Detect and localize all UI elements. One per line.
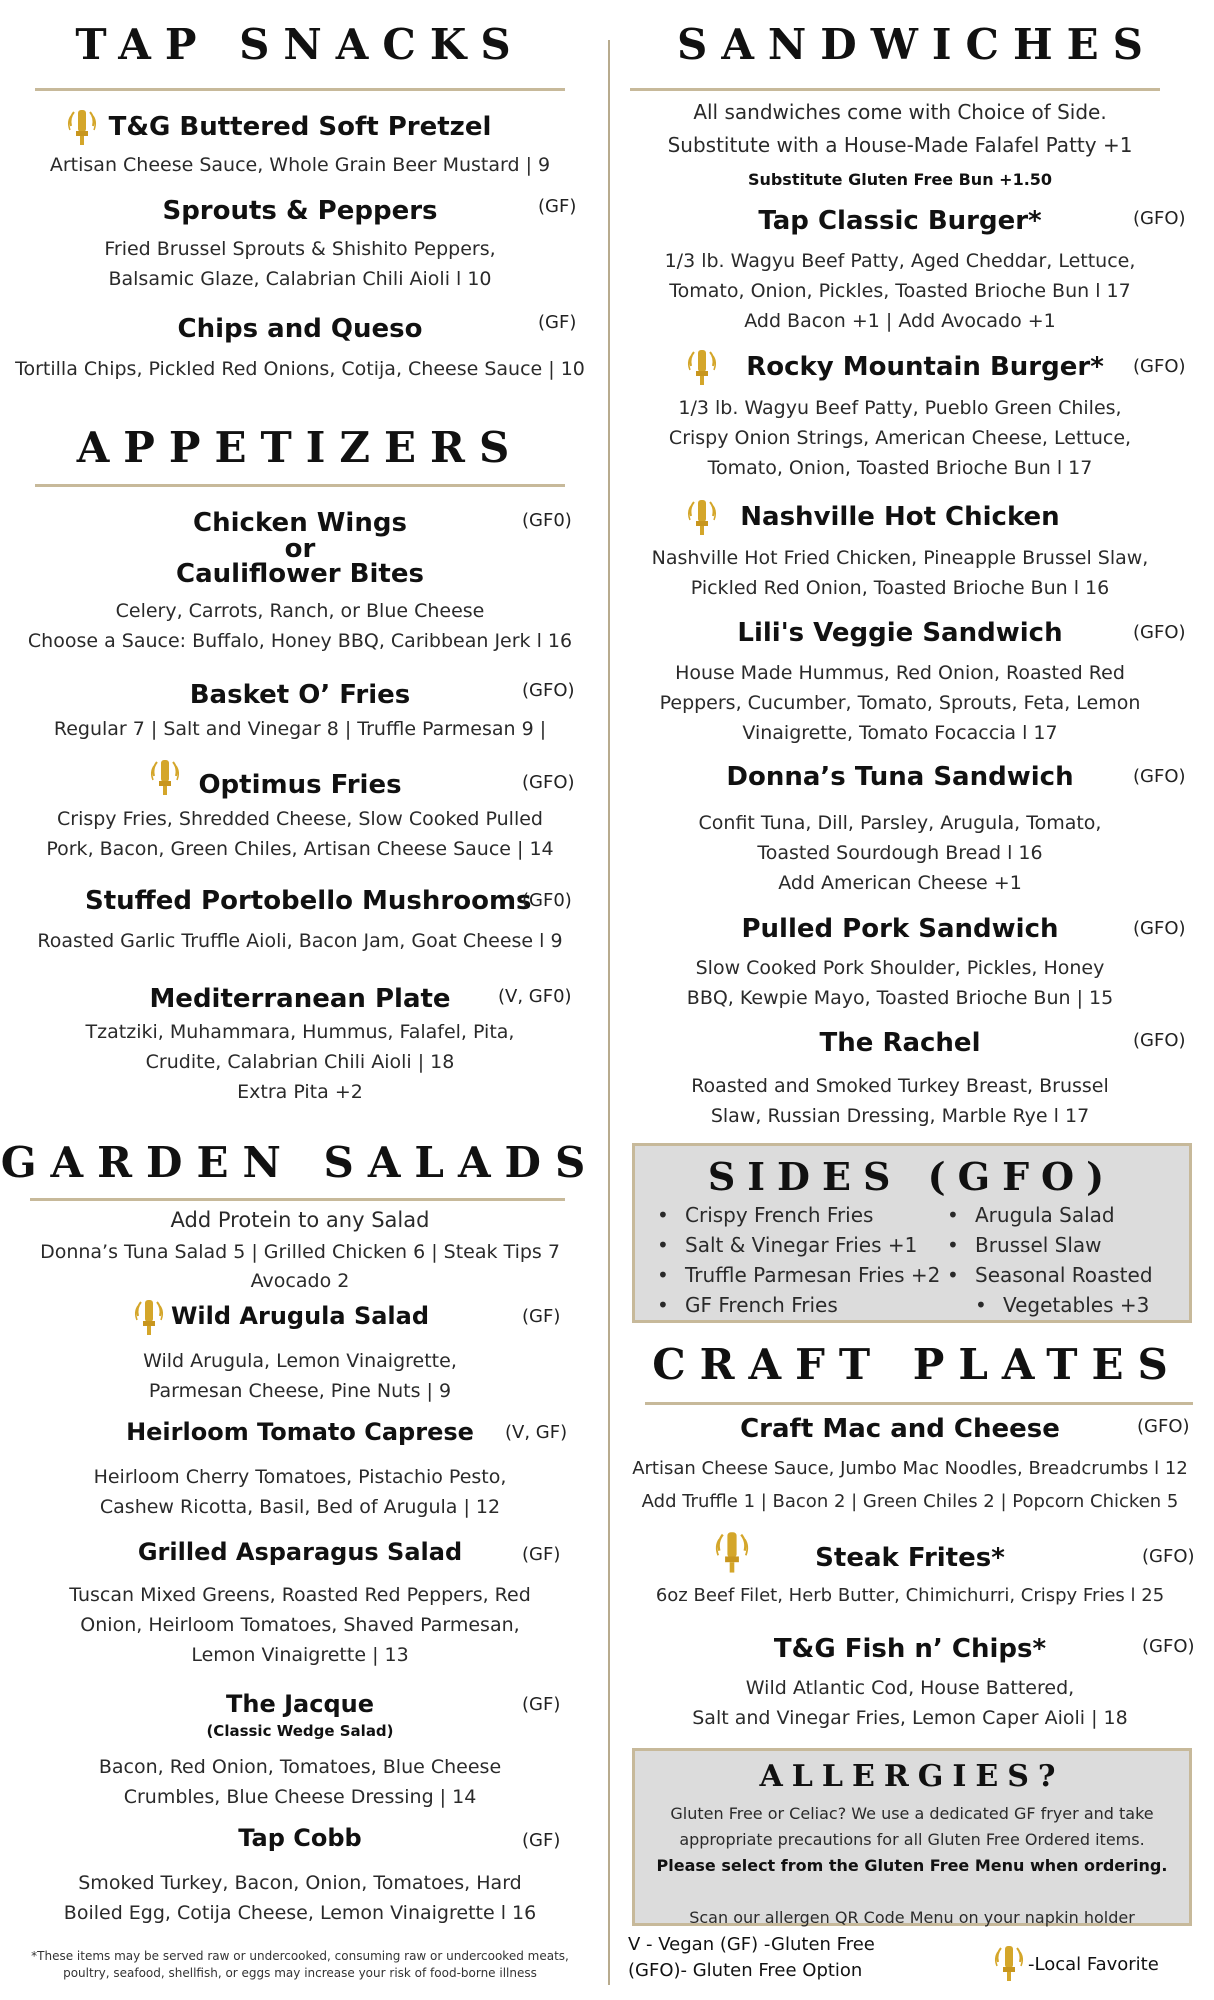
side-item: • Crispy French Fries: [657, 1200, 940, 1230]
item-title: Sprouts & Peppers: [162, 196, 438, 226]
diet-tag: (V, GF): [505, 1422, 568, 1443]
allergies-box: [632, 1748, 1192, 1926]
item-title: T&G Buttered Soft Pretzel: [108, 112, 492, 142]
allergy-notes: [635, 1801, 1189, 1931]
item-desc: Toasted Sourdough Bread l 16: [757, 842, 1043, 864]
item-desc: Fried Brussel Sprouts & Shishito Peppers,: [104, 238, 496, 260]
section-rule: [35, 484, 565, 487]
sides-list-left: [657, 1200, 940, 1320]
item-title: Heirloom Tomato Caprese: [126, 1418, 474, 1446]
section-rule: [35, 88, 565, 91]
column-divider: [608, 40, 610, 1985]
side-item: • Brussel Slaw: [947, 1230, 1153, 1260]
item-title: Optimus Fries: [198, 770, 402, 800]
item-desc: Bacon, Red Onion, Tomatoes, Blue Cheese: [98, 1756, 502, 1778]
item-desc: Tuscan Mixed Greens, Roasted Red Peppers, Red: [69, 1584, 531, 1606]
section-rule: [630, 88, 1160, 91]
section-rule: [645, 1402, 1193, 1405]
item-desc: Lemon Vinaigrette | 13: [191, 1644, 409, 1666]
item-desc: 1/3 lb. Wagyu Beef Patty, Aged Cheddar, Lettuce,: [664, 250, 1136, 272]
section-rule: [30, 1198, 565, 1201]
item-desc: Tzatziki, Muhammara, Hummus, Falafel, Pita,: [85, 1021, 515, 1043]
item-title: Basket O’ Fries: [189, 680, 411, 710]
side-item: • Arugula Salad: [947, 1200, 1153, 1230]
item-title: T&G Fish n’ Chips*: [773, 1634, 1047, 1664]
diet-tag: (GFO): [1142, 1546, 1195, 1567]
diet-tag: (GF): [522, 1544, 561, 1565]
disclaimer-line: *These items may be served raw or undercooked, consuming raw or undercooked meats,: [31, 1949, 569, 1963]
legend-line: V - Vegan (GF) -Gluten Free: [628, 1934, 875, 1955]
sandwich-intro: All sandwiches come with Choice of Side.: [693, 100, 1107, 124]
diet-tag: (GFO): [1133, 918, 1186, 939]
item-title: Chicken Wings: [193, 508, 407, 538]
section-title-sandwiches: SANDWICHES: [677, 20, 1157, 69]
item-desc: Parmesan Cheese, Pine Nuts | 9: [148, 1380, 452, 1402]
item-desc: Extra Pita +2: [237, 1081, 363, 1103]
side-item: • GF French Fries: [657, 1290, 940, 1320]
raw-food-disclaimer: [0, 1948, 600, 1982]
item-desc: Crudite, Calabrian Chili Aioli | 18: [145, 1051, 455, 1073]
item-desc: Confit Tuna, Dill, Parsley, Arugula, Tomato,: [698, 812, 1102, 834]
item-desc: Artisan Cheese Sauce, Jumbo Mac Noodles, Breadcrumbs l 12: [632, 1458, 1188, 1479]
diet-tag: (GFO): [1133, 622, 1186, 643]
diet-tag: (GFO): [1133, 356, 1186, 377]
item-desc: Cashew Ricotta, Basil, Bed of Arugula | 12: [99, 1496, 501, 1518]
diet-tag: (GFO): [1133, 208, 1186, 229]
item-desc: 6oz Beef Filet, Herb Butter, Chimichurri, Crispy Fries l 25: [655, 1585, 1165, 1606]
item-desc: Add American Cheese +1: [778, 872, 1022, 894]
item-title: Chips and Queso: [177, 314, 423, 344]
section-title-allergies: ALLERGIES?: [759, 1759, 1065, 1794]
item-desc: Heirloom Cherry Tomatoes, Pistachio Pesto,: [93, 1466, 507, 1488]
item-title: Craft Mac and Cheese: [740, 1414, 1060, 1444]
item-title: Mediterranean Plate: [149, 984, 451, 1014]
item-desc: Peppers, Cucumber, Tomato, Sprouts, Feta, Lemon: [659, 692, 1141, 714]
item-title: Stuffed Portobello Mushrooms: [85, 886, 532, 916]
salad-protein-options: Donna’s Tuna Salad 5 | Grilled Chicken 6 | Steak Tips 7: [40, 1241, 560, 1263]
diet-tag: (GFO): [1133, 1030, 1186, 1051]
item-title: Donna’s Tuna Sandwich: [726, 762, 1074, 792]
item-desc: Slaw, Russian Dressing, Marble Rye l 17: [710, 1105, 1090, 1127]
item-title: Tap Cobb: [238, 1824, 362, 1852]
sandwich-intro: Substitute with a House-Made Falafel Patty +1: [667, 133, 1133, 157]
section-title-sides: SIDES (GFO): [707, 1154, 1117, 1199]
diet-tag: (GFO): [522, 680, 575, 701]
salad-protein-intro: Add Protein to any Salad: [170, 1208, 430, 1232]
item-desc: Nashville Hot Fried Chicken, Pineapple Brussel Slaw,: [651, 547, 1149, 569]
item-title: Steak Frites*: [815, 1543, 1005, 1573]
item-desc: Choose a Sauce: Buffalo, Honey BBQ, Caribbean Jerk l 16: [27, 630, 573, 652]
item-desc: Add Bacon +1 | Add Avocado +1: [744, 310, 1056, 332]
diet-tag: (GF0): [522, 510, 572, 531]
item-desc: Wild Atlantic Cod, House Battered,: [745, 1677, 1075, 1699]
item-title: Nashville Hot Chicken: [740, 502, 1060, 532]
item-desc: Crispy Onion Strings, American Cheese, Lettuce,: [668, 427, 1132, 449]
item-desc: Roasted Garlic Truffle Aioli, Bacon Jam, Goat Cheese l 9: [37, 930, 563, 952]
item-desc: Add Truffle 1 | Bacon 2 | Green Chiles 2 | Popcorn Chicken 5: [641, 1491, 1179, 1512]
item-desc: Tomato, Onion, Toasted Brioche Bun l 17: [707, 457, 1093, 479]
section-title-tap-snacks: TAP SNACKS: [75, 20, 525, 69]
item-desc: Celery, Carrots, Ranch, or Blue Cheese: [115, 600, 485, 622]
item-desc: Balsamic Glaze, Calabrian Chili Aioli l 10: [108, 268, 492, 290]
diet-tag: (GF): [522, 1694, 561, 1715]
item-subtitle: (Classic Wedge Salad): [206, 1722, 394, 1740]
gf-bun-note: Substitute Gluten Free Bun +1.50: [747, 170, 1053, 189]
item-desc: Pork, Bacon, Green Chiles, Artisan Cheese Sauce | 14: [46, 838, 554, 860]
item-title: Lili's Veggie Sandwich: [737, 618, 1063, 648]
diet-legend: [628, 1932, 875, 1984]
diet-tag: (GF): [522, 1306, 561, 1327]
item-desc: Salt and Vinegar Fries, Lemon Caper Aioli | 18: [692, 1707, 1128, 1729]
item-title: Cauliflower Bites: [176, 559, 424, 589]
side-item-continuation: Vegetables +3: [1003, 1293, 1150, 1317]
diet-tag: (GFO): [1142, 1636, 1195, 1657]
diet-tag: (GFO): [522, 772, 575, 793]
item-title: Pulled Pork Sandwich: [741, 914, 1059, 944]
diet-tag: (V, GF0): [498, 986, 572, 1007]
item-title: Wild Arugula Salad: [170, 1302, 430, 1330]
item-desc: Onion, Heirloom Tomatoes, Shaved Parmesan,: [80, 1614, 520, 1636]
side-item: • Truffle Parmesan Fries +2: [657, 1260, 940, 1290]
sides-list-right: [947, 1200, 1153, 1320]
item-desc: House Made Hummus, Red Onion, Roasted Red: [675, 662, 1125, 684]
item-title: or: [284, 534, 316, 564]
diet-tag: (GFO): [1137, 1416, 1190, 1437]
diet-tag: (GF): [522, 1830, 561, 1851]
local-favorite-legend: -Local Favorite: [1028, 1954, 1159, 1975]
item-desc: Crumbles, Blue Cheese Dressing | 14: [123, 1786, 477, 1808]
legend-line: (GFO)- Gluten Free Option: [628, 1960, 863, 1981]
diet-tag: (GF): [538, 312, 577, 333]
sides-box: [632, 1143, 1192, 1323]
diet-tag: (GF0): [522, 890, 572, 911]
disclaimer-line: poultry, seafood, shellfish, or eggs may increase your risk of food-borne illness: [63, 1966, 537, 1980]
diet-tag: (GF): [538, 196, 577, 217]
item-desc: Tomato, Onion, Pickles, Toasted Brioche Bun l 17: [669, 280, 1131, 302]
local-favorite-icon: [992, 1944, 1026, 1984]
section-title-craft-plates: CRAFT PLATES: [652, 1340, 1182, 1389]
section-title-garden-salads: GARDEN SALADS: [0, 1138, 600, 1187]
allergy-gf-menu-note: Please select from the Gluten Free Menu when ordering.: [656, 1856, 1168, 1875]
side-item: • Salt & Vinegar Fries +1: [657, 1230, 940, 1260]
item-title: The Jacque: [226, 1690, 374, 1718]
item-desc: BBQ, Kewpie Mayo, Toasted Brioche Bun | 15: [686, 987, 1114, 1009]
item-title: The Rachel: [819, 1028, 981, 1058]
item-desc: Crispy Fries, Shredded Cheese, Slow Cooked Pulled: [56, 808, 543, 830]
section-title-appetizers: APPETIZERS: [76, 423, 524, 472]
allergy-qr-note: Scan our allergen QR Code Menu on your napkin holder: [689, 1908, 1135, 1927]
item-desc: Regular 7 | Salt and Vinegar 8 | Truffle Parmesan 9 |: [53, 718, 547, 740]
item-desc: Vinaigrette, Tomato Focaccia l 17: [742, 722, 1058, 744]
item-desc: Artisan Cheese Sauce, Whole Grain Beer Mustard | 9: [49, 154, 551, 176]
item-title: Rocky Mountain Burger*: [746, 352, 1104, 382]
item-desc: Smoked Turkey, Bacon, Onion, Tomatoes, Hard: [78, 1872, 522, 1894]
side-item: [947, 1290, 1153, 1320]
item-title: Grilled Asparagus Salad: [137, 1538, 463, 1566]
item-desc: Wild Arugula, Lemon Vinaigrette,: [143, 1350, 457, 1372]
item-desc: Slow Cooked Pork Shoulder, Pickles, Honey: [695, 957, 1105, 979]
item-desc: 1/3 lb. Wagyu Beef Patty, Pueblo Green Chiles,: [678, 397, 1122, 419]
diet-tag: (GFO): [1133, 766, 1186, 787]
allergy-line: appropriate precautions for all Gluten Free Ordered items.: [679, 1830, 1145, 1849]
item-desc: Boiled Egg, Cotija Cheese, Lemon Vinaigrette l 16: [63, 1902, 537, 1924]
salad-protein-options: Avocado 2: [250, 1270, 350, 1292]
item-desc: Roasted and Smoked Turkey Breast, Brussel: [691, 1075, 1109, 1097]
allergy-line: Gluten Free or Celiac? We use a dedicated GF fryer and take: [670, 1804, 1154, 1823]
item-title: Tap Classic Burger*: [758, 206, 1042, 236]
item-desc: Tortilla Chips, Pickled Red Onions, Cotija, Cheese Sauce | 10: [15, 358, 585, 380]
item-desc: Pickled Red Onion, Toasted Brioche Bun l 16: [690, 577, 1110, 599]
side-item: • Seasonal Roasted: [947, 1260, 1153, 1290]
